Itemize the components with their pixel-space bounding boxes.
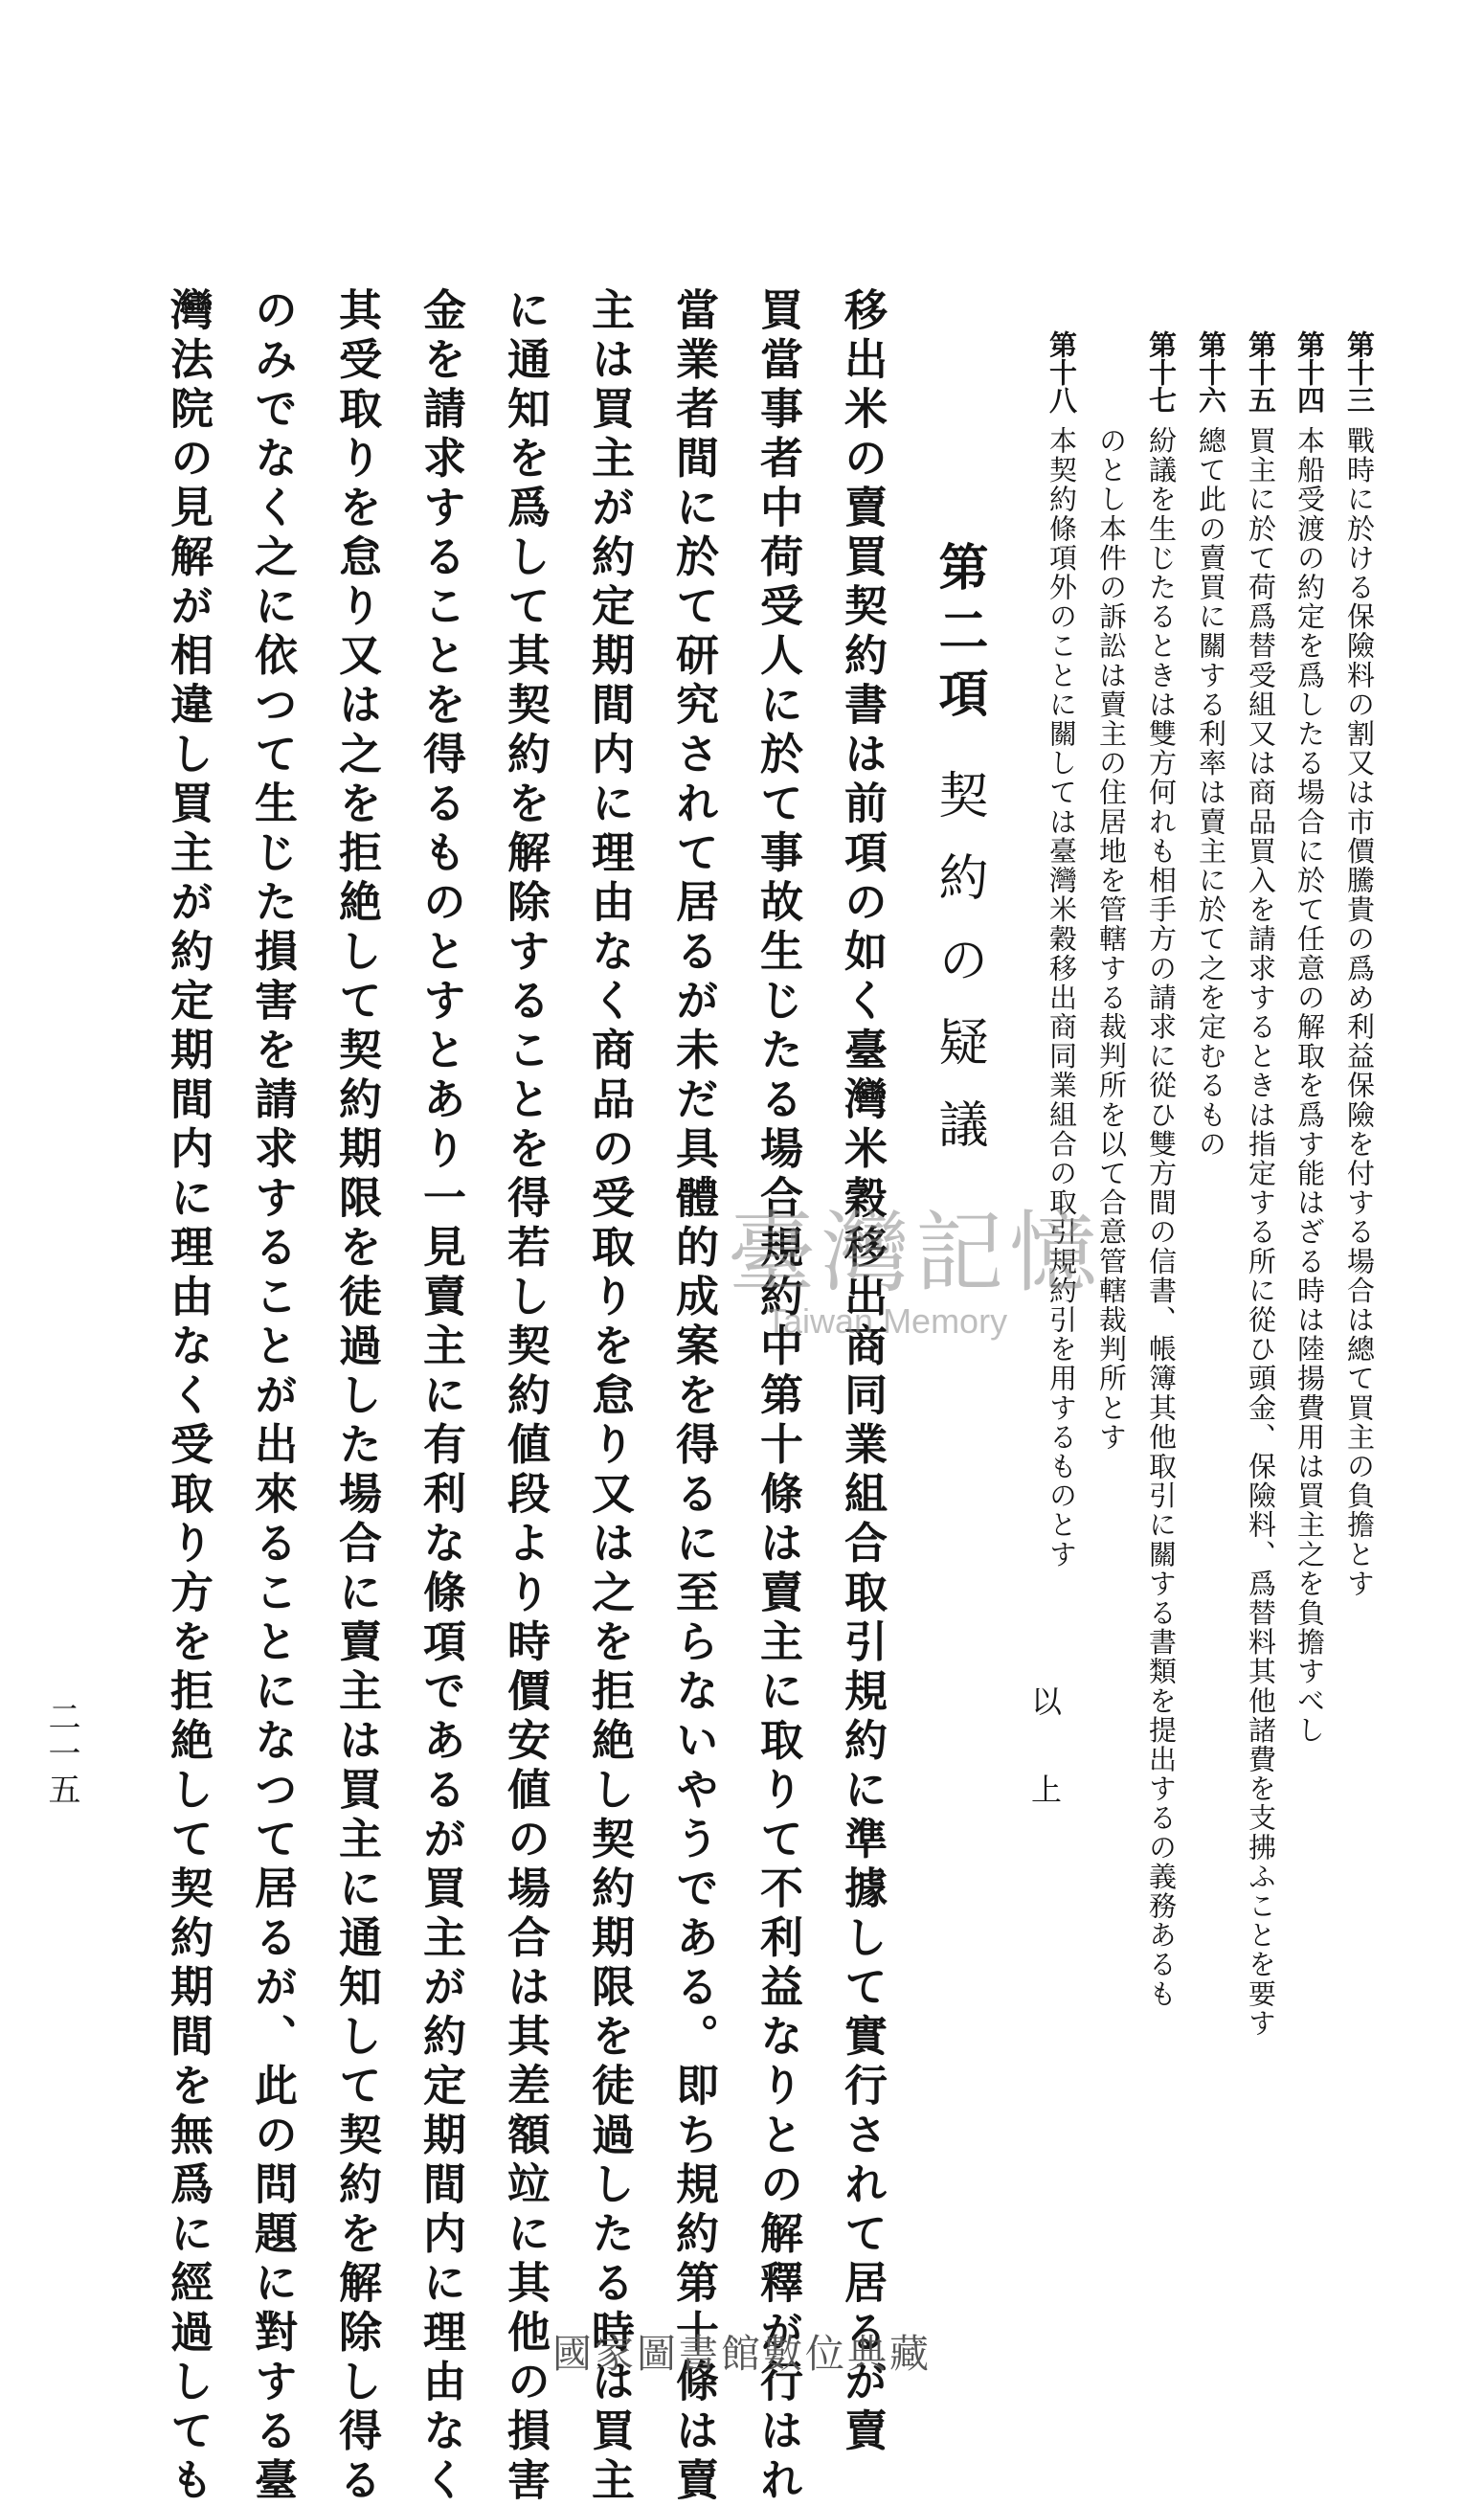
- body-line: 買當事者中荷受人に於て事故生じたる場合規約中第十條は賣主に取りて不利益なりとの解釋が行はれ: [753, 287, 803, 2507]
- article-label-17: 第十七: [1145, 330, 1178, 414]
- article-label-16: 第十六: [1195, 330, 1227, 414]
- watermark-latin: Taiwan Memory: [766, 1301, 1008, 1341]
- body-line: 其受取りを怠り又は之を拒絶して契約期限を徒過した場合に賣主は買主に通知して契約を解除し得る: [331, 287, 382, 2507]
- article-label-13: 第十三: [1343, 330, 1376, 414]
- watermark-logo: [728, 1183, 1264, 1393]
- article-text-16: 總て此の賣買に關する利率は賣主に於て之を定むるもの: [1195, 426, 1227, 1159]
- section-number: 第二項: [930, 541, 988, 731]
- closing-mark: 以上: [1026, 1685, 1063, 1862]
- body-line: 主は買主が約定期間内に理由なく商品の受取りを怠り又は之を拒絶し契約期限を徒過したる時は買主: [584, 287, 635, 2507]
- article-label-15: 第十五: [1245, 330, 1277, 414]
- body-line: 移出米の賣買契約書は前項の如く臺灣米穀移出商同業組合取引規約に準據して實行されて居るが賣: [837, 287, 888, 2457]
- article-text-18: 本契約條項外のことに關しては臺灣米穀移出商同業組合の取引規約引を用するものとす: [1046, 426, 1078, 1570]
- article-label-14: 第十四: [1293, 330, 1326, 414]
- article-continuation-17: のとし本件の訴訟は賣主の住居地を管轄する裁判所を以て合意管轄裁判所とす: [1095, 426, 1128, 1452]
- article-text-15: 買主に於て荷爲替受組又は商品買入を請求するときは指定する所に從ひ頭金、保險料、爲替料其他諸費を支拂ふことを要す: [1245, 426, 1277, 2038]
- article-text-13: 戰時に於ける保險料の割又は市價騰貴の爲め利益保險を付する場合は總て買主の負擔とす: [1343, 426, 1376, 1598]
- section-heading: [930, 541, 988, 1181]
- body-line: 金を請求することを得るものとすとあり一見賣主に有利な條項であるが買主が約定期間内に理由なく: [416, 287, 466, 2507]
- body-line: のみでなく之に依つて生じた損害を請求することが出來ることになつて居るが、此の問題に對する臺: [247, 287, 298, 2507]
- article-text-14: 本船受渡の約定を爲したる場合に於て任意の解取を爲す能はざる時は陸揚費用は買主之を負擔すべし: [1293, 426, 1326, 1745]
- body-line: 當業者間に於て研究されて居るが未だ具體的成案を得るに至らないやうである。即ち規約第十條は賣: [668, 287, 719, 2507]
- page-number: 二一五: [42, 1700, 80, 1809]
- article-label-18: 第十八: [1046, 330, 1078, 414]
- section-title: 契約の疑議: [930, 769, 987, 1181]
- body-line: 灣法院の見解が相違し買主が約定期間内に理由なく受取り方を拒絶して契約期間を無爲に經過しても: [163, 287, 214, 2507]
- article-text-17: 紛議を生じたるときは雙方何れも相手方の請求に從ひ雙方間の信書、帳簿其他取引に關する書類を提出するの義務あるも: [1145, 426, 1178, 2009]
- watermark-cjk: 臺灣記憶: [728, 1202, 1104, 1304]
- body-line: に通知を爲して其契約を解除することを得若し契約値段より時價安値の場合は其差額竝に其他の損害: [500, 287, 551, 2507]
- footer-credit: 國家圖書館數位典藏: [552, 2331, 932, 2377]
